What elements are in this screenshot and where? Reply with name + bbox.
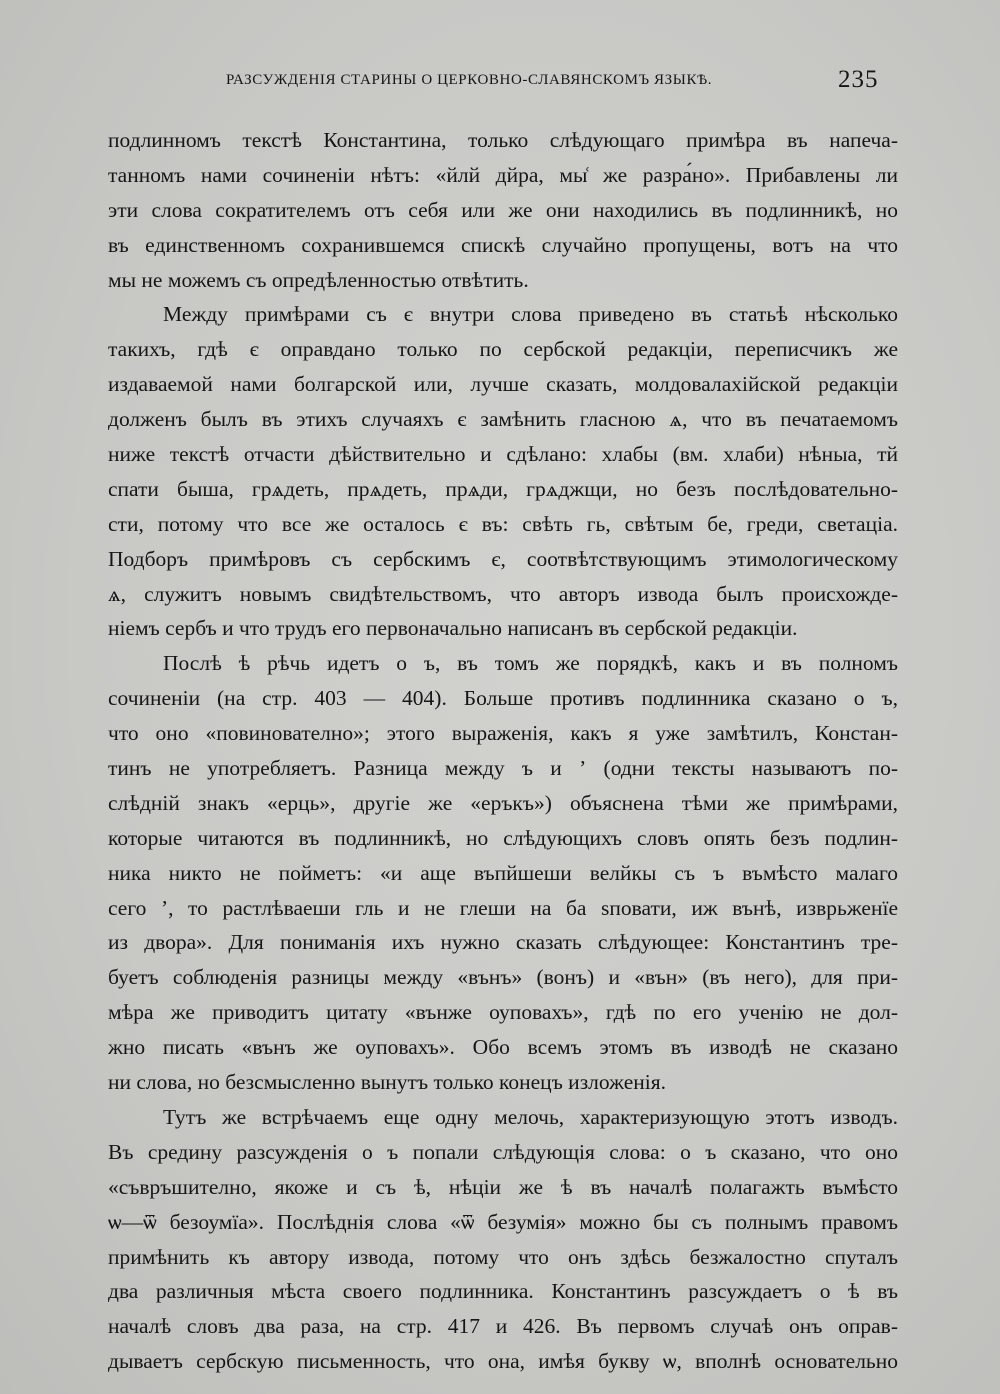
text-line: ѧ, служитъ новымъ свидѣтельствомъ, что авторъ извода былъ происхожде- [108, 581, 898, 606]
text-line: жно писать «вънъ же оуповахъ». Обо всемъ этомъ въ изводѣ не сказано [108, 1035, 898, 1060]
text-line: Между примѣрами съ є внутри слова приведено въ статьѣ нѣсколько [163, 302, 898, 327]
text-line: слѣдній знакъ «ерць», другіе же «еръкъ») объяснена тѣми же примѣрами, [108, 790, 898, 815]
text-line: два различныя мѣста своего подлинника. Константинъ разсуждаетъ о ѣ въ [108, 1279, 898, 1304]
text-line: мы не можемъ съ опредѣленностью отвѣтить. [108, 267, 529, 292]
text-line: ѡ—ѿ безоумїа». Послѣднія слова «ѿ безумія» можно бы съ полнымъ правомъ [108, 1209, 898, 1234]
text-line: такихъ, гдѣ є оправдано только по сербской редакціи, переписчикъ же [108, 337, 898, 362]
text-line: спати быша, грѧдеть, прѧдеть, прѧди, грѧджщи, но безъ послѣдовательно- [108, 476, 898, 501]
text-line: ника никто не пойметъ: «и аще въпйшеши велйкы съ ъ въмѣсто малаго [108, 860, 898, 885]
paragraph-4 [108, 1100, 898, 1379]
text-line: сего ʼ, то растлѣваеши гль и не глеши на ба ѕповати, иж вънѣ, изврьженїе [108, 895, 898, 920]
text-line: из двора». Для пониманія ихъ нужно сказать слѣдующее: Константинъ тре- [108, 930, 898, 955]
paragraph-1 [108, 123, 898, 297]
text-line: въ единственномъ сохранившемся спискѣ случайно пропущены, вотъ на что [108, 232, 898, 257]
text-line: буетъ соблюденія разницы между «вънъ» (вонъ) и «вън» (въ него), для при- [108, 965, 898, 990]
running-title: РАЗСУЖДЕНІЯ СТАРИНЫ О ЦЕРКОВНО-СЛАВЯНСКОМЪ ЯЗЫКѢ. [226, 72, 713, 88]
text-line: эти слова сократителемъ отъ себя или же они находились въ подлинникѣ, но [108, 197, 898, 222]
text-line: Послѣ ѣ рѣчь идетъ о ъ, въ томъ же порядкѣ, какъ и въ полномъ [163, 651, 898, 676]
body-text [108, 123, 898, 1379]
text-line: тинъ не употребляетъ. Разница между ъ и ʼ (одни тексты называютъ по- [108, 756, 898, 781]
text-line: танномъ нами сочиненіи нѣтъ: «йлй дйра, мы͑ же разра́но». Прибавлены ли [108, 162, 898, 187]
text-line: сти, потому что все же осталось є въ: свѣть гь, свѣтым бе, греди, светаціа. [108, 511, 898, 536]
text-line: дываетъ сербскую письменность, что она, имѣя букву ѡ, вполнѣ основательно [108, 1349, 898, 1374]
text-line: которые читаются въ подлинникѣ, но слѣдующихъ словъ опять безъ подлин- [108, 825, 898, 850]
text-line: началѣ словъ два раза, на стр. 417 и 426. Въ первомъ случаѣ онъ оправ- [108, 1314, 898, 1339]
paragraph-2 [108, 297, 898, 646]
paragraph-3 [108, 646, 898, 1100]
text-line: долженъ былъ въ этихъ случаяхъ є замѣнить гласною ѧ, что въ печатаемомъ [108, 407, 898, 432]
text-line: Тутъ же встрѣчаемъ еще одну мелочь, характеризующую этотъ изводъ. [163, 1104, 898, 1129]
text-line: подлинномъ текстѣ Константина, только слѣдующаго примѣра въ напеча- [108, 128, 898, 152]
page-number: 235 [838, 66, 879, 93]
text-line: мѣра же приводитъ цитату «вънже оуповахъ», гдѣ по его ученію не дол- [108, 1000, 898, 1025]
text-line: что оно «повинователно»; этого выраженія, какъ я уже замѣтилъ, Констан- [108, 721, 898, 746]
text-line: ніемъ сербъ и что трудъ его первоначально написанъ въ сербской редакціи. [108, 616, 798, 641]
text-line: ниже текстѣ отчасти дѣйствительно и сдѣлано: хлабы (вм. хлаби) нѣныа, тй [108, 442, 898, 467]
text-line: «съвръшително, якоже и съ ѣ, нѣціи же ѣ въ началѣ полагажть въмѣсто [108, 1174, 898, 1199]
text-line: издаваемой нами болгарской или, лучше сказать, молдовалахійской редакціи [108, 372, 898, 397]
text-line: примѣнить къ автору извода, потому что онъ здѣсь безжалостно спуталъ [108, 1244, 898, 1269]
text-line: ни слова, но безсмысленно вынутъ только конецъ изложенія. [108, 1070, 666, 1095]
text-line: Въ средину разсужденія о ъ попали слѣдующія слова: о ъ сказано, что оно [108, 1139, 898, 1164]
text-line: Подборъ примѣровъ съ сербскимъ є, соотвѣтствующимъ этимологическому [108, 546, 898, 571]
text-line: сочиненіи (на стр. 403 — 404). Больше противъ подлинника сказано о ъ, [108, 686, 898, 711]
